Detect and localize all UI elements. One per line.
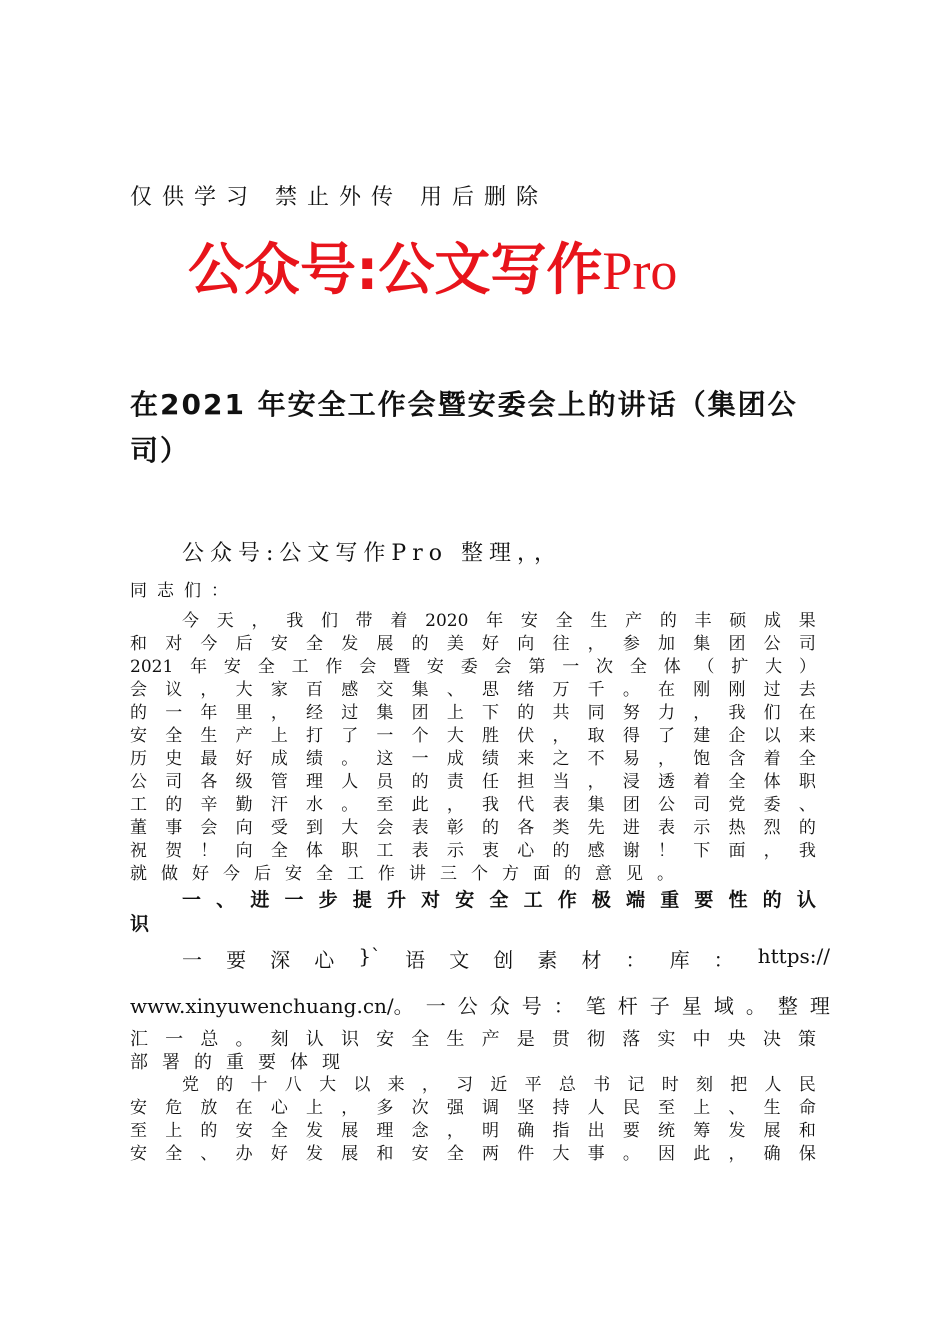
text-token: 语 — [405, 948, 426, 972]
section-heading-1 — [130, 888, 816, 936]
text-token: 库 — [669, 948, 690, 972]
text-line: 和 对 今 后 安 全 发 展 的 美 好 向 往 ， 参 加 集 团 公 司 — [130, 634, 816, 654]
greeting: 同志们： — [130, 581, 238, 601]
text-line: 识 — [130, 913, 150, 935]
text-token: 素 — [537, 948, 558, 972]
text-token: 文 — [449, 948, 470, 972]
text-line: 党 的 十 八 大 以 来 ， 习 近 平 总 书 记 时 刻 把 人 民 — [182, 1075, 816, 1095]
text-token: 深 — [270, 948, 291, 972]
brand-latin: Pro — [602, 241, 678, 301]
document-subtitle: 公众号:公文写作Pro 整理，， — [182, 541, 562, 566]
body-paragraph-2 — [130, 1074, 816, 1166]
text-line: 一 、 进 一 步 提 升 对 安 全 工 作 极 端 重 要 性 的 认 — [182, 889, 816, 911]
text-token: 子 — [649, 994, 670, 1018]
text-line: 安 全 生 产 上 打 了 一 个 大 胜 伏 ， 取 得 了 建 企 以 来 — [130, 726, 816, 746]
text-line: 今 天 ， 我 们 带 着 2020 年 安 全 生 产 的 丰 硕 成 果 — [182, 611, 816, 631]
text-token: 一 — [425, 994, 446, 1018]
text-line: 部 署 的 重 要 体 现 — [130, 1052, 340, 1073]
text-line: 安 全 、 办 好 发 展 和 安 全 两 件 大 事 。 因 此 ， 确 保 — [130, 1144, 816, 1164]
subheading-line-2 — [130, 990, 830, 1019]
text-line: 董 事 会 向 受 到 大 会 表 彰 的 各 类 先 进 表 示 热 烈 的 — [130, 818, 816, 838]
text-token: 杆 — [617, 994, 638, 1018]
text-token: 整 — [777, 994, 798, 1018]
text-token: ： — [625, 948, 646, 972]
text-token: }` — [358, 944, 382, 968]
brand-banner — [188, 226, 677, 306]
subheading-line-1 — [182, 944, 830, 973]
text-line: 至 上 的 安 全 发 展 理 念 ， 明 确 指 出 要 统 筹 发 展 和 — [130, 1121, 816, 1141]
text-line: 公 司 各 级 管 理 人 员 的 责 任 担 当 ， 浸 透 着 全 体 职 — [130, 772, 816, 792]
text-token: https:// — [757, 944, 830, 968]
text-token: 心 — [314, 948, 335, 972]
usage-notice: 仅供学习 禁止外传 用后删除 — [130, 185, 548, 210]
text-token: 要 — [226, 948, 247, 972]
text-line: 祝 贺 ！ 向 全 体 职 工 表 示 衷 心 的 感 谢 ！ 下 面 ， 我 — [130, 841, 816, 861]
text-line: 工 的 辛 勤 汗 水 。 至 此 ， 我 代 表 集 团 公 司 党 委 、 — [130, 795, 816, 815]
text-token: ： — [553, 994, 574, 1018]
text-token: 域 — [713, 994, 734, 1018]
text-line: 汇 一 总 。 刻 认 识 安 全 生 产 是 贯 彻 落 实 中 央 决 策 — [130, 1029, 816, 1050]
text-token: 。 — [745, 994, 766, 1018]
brand-prefix: 公众号:公文写作 — [188, 238, 603, 303]
text-token: www.xinyuwenchuang.cn/。 — [130, 994, 414, 1018]
text-line: 会 议 ， 大 家 百 感 交 集 、 思 绪 万 千 。 在 刚 刚 过 去 — [130, 680, 816, 700]
text-token: 号 — [521, 994, 542, 1018]
text-line: 2021 年 安 全 工 作 会 暨 安 委 会 第 一 次 全 体 （ 扩 大 ） — [130, 657, 816, 677]
intro-paragraph — [130, 610, 816, 886]
text-token: 理 — [809, 994, 830, 1018]
text-line: 历 史 最 好 成 绩 。 这 一 成 绩 来 之 不 易 ， 饱 含 着 全 — [130, 749, 816, 769]
text-token: 星 — [681, 994, 702, 1018]
text-token: 创 — [493, 948, 514, 972]
text-token: 材 — [581, 948, 602, 972]
text-line: 的 一 年 里 ， 经 过 集 团 上 下 的 共 同 努 力 ， 我 们 在 — [130, 703, 816, 723]
text-token: ： — [713, 948, 734, 972]
text-token: 众 — [489, 994, 510, 1018]
document-title: 在2021 年安全工作会暨安委会上的讲话（集团公司） — [130, 388, 798, 467]
text-token: 一 — [182, 948, 202, 972]
subheading-continuation — [130, 1028, 816, 1074]
text-line: 安 危 放 在 心 上 ， 多 次 强 调 坚 持 人 民 至 上 、 生 命 — [130, 1098, 816, 1118]
text-token: 笔 — [585, 994, 606, 1018]
text-token: 公 — [457, 994, 478, 1018]
text-line: 就 做 好 今 后 安 全 工 作 讲 三 个 方 面 的 意 见 。 — [130, 864, 674, 884]
